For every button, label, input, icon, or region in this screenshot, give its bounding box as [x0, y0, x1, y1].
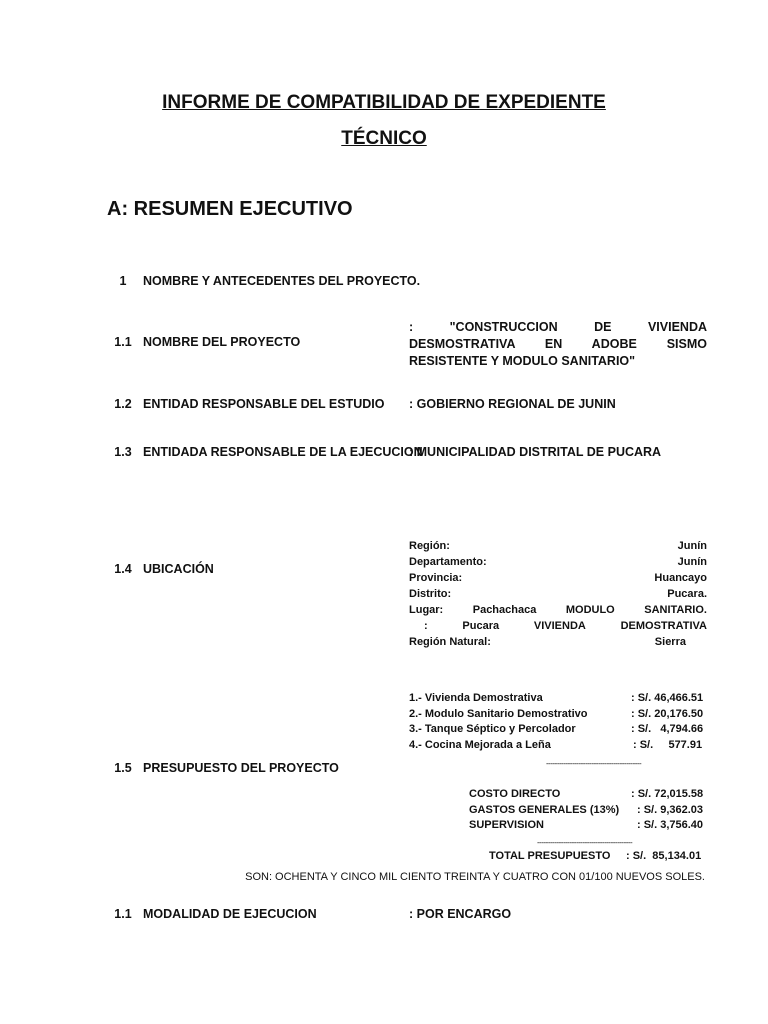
budget-total-row: [469, 818, 709, 834]
budget-total-label: GASTOS GENERALES (13%): [469, 803, 620, 816]
lugar-word: Lugar:: [409, 604, 444, 616]
location-value: Junín: [677, 540, 707, 552]
location-label: Departamento:: [409, 556, 487, 568]
item-1-label: NOMBRE Y ANTECEDENTES DEL PROYECTO.: [143, 274, 421, 288]
lugar-word: Pachachaca: [472, 604, 537, 616]
budget-total-value: : S/. 3,756.40: [637, 819, 704, 831]
lugar-continuation-row: [409, 618, 707, 634]
item-1-4-label: UBICACIÓN: [143, 562, 214, 576]
item-1-2-label: ENTIDAD RESPONSABLE DEL ESTUDIO: [143, 397, 385, 411]
location-value: Huancayo: [654, 572, 707, 584]
budget-total-row: [469, 787, 709, 803]
amount-in-words: SON: OCHENTA Y CINCO MIL CIENTO TREINTA Y CUATRO CON 01/100 NUEVOS SOLES.: [245, 871, 705, 883]
item-modalidad-label: MODALIDAD DE EJECUCION: [143, 907, 317, 921]
lugar-word: Pucara: [462, 620, 500, 632]
location-row: [409, 554, 707, 570]
budget-component-label: 1.- Vivienda Demostrativa: [409, 692, 543, 704]
budget-component-value: : S/. 577.91: [633, 738, 703, 751]
budget-component-row: [409, 738, 709, 754]
budget-component-label: 3.- Tanque Séptico y Percolador: [409, 723, 576, 735]
document-title-line-1: INFORME DE COMPATIBILIDAD DE EXPEDIENTE: [162, 92, 606, 113]
lugar-word: DEMOSTRATIVA: [620, 620, 707, 632]
lugar-row: [409, 602, 707, 618]
location-row: [409, 570, 707, 586]
budget-total-value: : S/. 72,015.58: [631, 788, 704, 800]
item-1-3-label: ENTIDADA RESPONSABLE DE LA EJECUCION: [143, 445, 423, 459]
total-budget-label: TOTAL PRESUPUESTO: [489, 850, 611, 862]
budget-component-row: [409, 722, 709, 738]
budget-component-row: [409, 691, 709, 707]
budget-component-value: : S/. 4,794.66: [631, 723, 704, 735]
separator-line: --------------------------------------------: [546, 759, 642, 768]
lugar-word: :: [424, 620, 428, 632]
item-1-3-number: 1.3: [114, 445, 132, 459]
budget-totals: [469, 787, 709, 834]
item-1-4-number: 1.4: [114, 562, 132, 576]
item-1-5-label: PRESUPUESTO DEL PROYECTO: [143, 761, 339, 775]
location-label: Distrito:: [409, 588, 452, 600]
location-row: [409, 586, 707, 602]
location-label: Provincia:: [409, 572, 463, 584]
item-1-2-number: 1.2: [114, 397, 132, 411]
item-1-number: 1: [119, 274, 127, 288]
budget-total-value: : S/. 9,362.03: [637, 803, 704, 816]
region-natural-value: Sierra: [654, 636, 686, 648]
location-row: [409, 538, 707, 554]
total-budget-value: : S/. 85,134.01: [626, 850, 702, 862]
region-natural-label: Región Natural:: [409, 636, 491, 648]
lugar-word: VIVIENDA: [533, 620, 586, 632]
item-1-1-number: 1.1: [114, 335, 132, 349]
budget-component-label: 4.- Cocina Mejorada a Leña: [409, 738, 551, 751]
location-label: Región:: [409, 540, 450, 552]
item-modalidad-number: 1.1: [114, 907, 132, 921]
project-name-value: : "CONSTRUCCION DE VIVIENDA DESMOSTRATIVA EN ADOBE SISMO RESISTENTE Y MODULO SANITARIO": [409, 320, 707, 368]
budget-total-label: SUPERVISION: [469, 819, 544, 831]
lugar-word: SANITARIO.: [644, 604, 707, 616]
location-block: [409, 538, 707, 650]
location-value: Junín: [677, 556, 707, 568]
budget-component-value: : S/. 20,176.50: [631, 707, 704, 720]
budget-total-label: COSTO DIRECTO: [469, 788, 561, 800]
budget-components: [409, 691, 709, 753]
budget-component-value: : S/. 46,466.51: [631, 692, 704, 704]
budget-component-row: [409, 707, 709, 723]
item-1-1-label: NOMBRE DEL PROYECTO: [143, 335, 301, 349]
section-heading: A: RESUMEN EJECUTIVO: [107, 198, 353, 220]
budget-total-row: [469, 803, 709, 819]
lugar-word: MODULO: [565, 604, 615, 616]
document-title-line-2: TÉCNICO: [341, 128, 427, 149]
item-1-5-number: 1.5: [114, 761, 132, 775]
separator-line: --------------------------------------------: [537, 838, 633, 847]
execution-mode-value: : POR ENCARGO: [409, 907, 512, 921]
budget-component-label: 2.- Modulo Sanitario Demostrativo: [409, 707, 588, 720]
study-entity-value: : GOBIERNO REGIONAL DE JUNIN: [409, 397, 616, 411]
execution-entity-value: : MUNICIPALIDAD DISTRITAL DE PUCARA: [409, 445, 662, 459]
location-value: Pucara.: [667, 588, 707, 600]
region-natural-row: [409, 634, 707, 650]
